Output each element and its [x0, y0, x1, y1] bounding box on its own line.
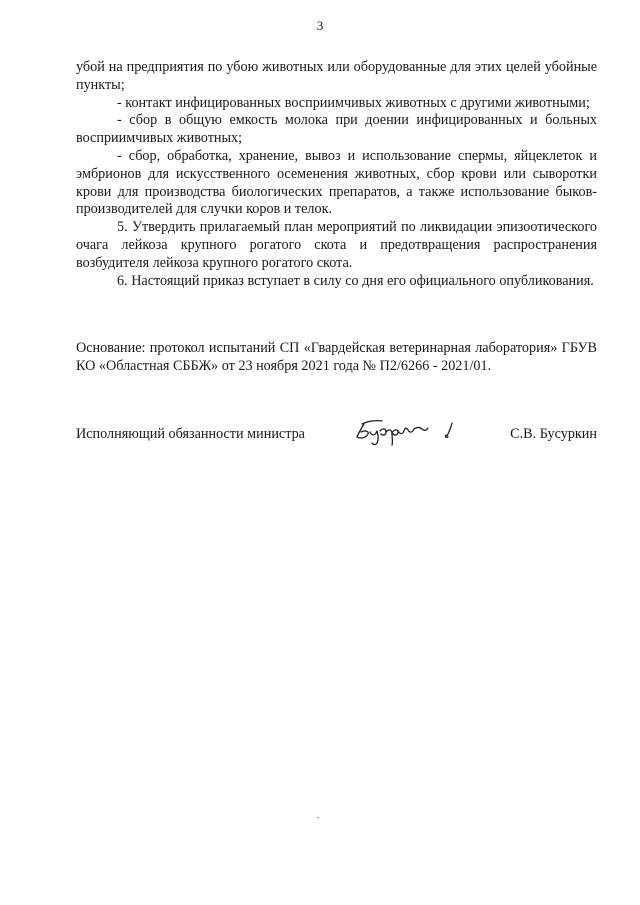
page-number: 3 — [316, 18, 324, 33]
paragraph-contact-restriction: - контакт инфицированных восприимчивых животных с другими животными; — [117, 94, 590, 111]
paragraph-item-5-action-plan: 5. Утвердить прилагаемый план мероприятий по ликвидации эпизоотического очага лейкоза крупного рогатого скота и предотвращения распространения возбудителя лейкоза крупного рогатого скота. — [76, 219, 597, 271]
paragraph-item-6-effective-date: 6. Настоящий приказ вступает в силу со дня его официального опубликования. — [117, 272, 594, 289]
handwritten-signature — [348, 415, 466, 449]
paragraph-milk-collection: - сбор в общую емкость молока при доении инфицированных и больных восприимчивых животных; — [76, 112, 597, 147]
signatory-name: С.В. Бусуркин — [510, 426, 597, 442]
paragraph-slaughter-points: убой на предприятия по убою животных или оборудованные для этих целей убойные пункты; — [76, 59, 597, 93]
signature-block — [76, 423, 597, 445]
scan-speck — [317, 817, 319, 818]
basis-paragraph: Основание: протокол испытаний СП «Гвардейская ветеринарная лаборатория» ГБУВ КО «Областная СББЖ» от 23 ноября 2021 года № П2/6266 - 2021/01. — [76, 340, 597, 374]
paragraph-reproductive-materials: - сбор, обработка, хранение, вывоз и использование спермы, яйцеклеток и эмбрионов для искусственного осеменения животных, сбор крови или сыворотки крови для производства биологических препаратов, а также использование быков-производителей для случки коров и телок. — [76, 147, 597, 218]
signatory-position: Исполняющий обязанности министра — [76, 426, 305, 442]
order-body-text — [76, 59, 597, 290]
